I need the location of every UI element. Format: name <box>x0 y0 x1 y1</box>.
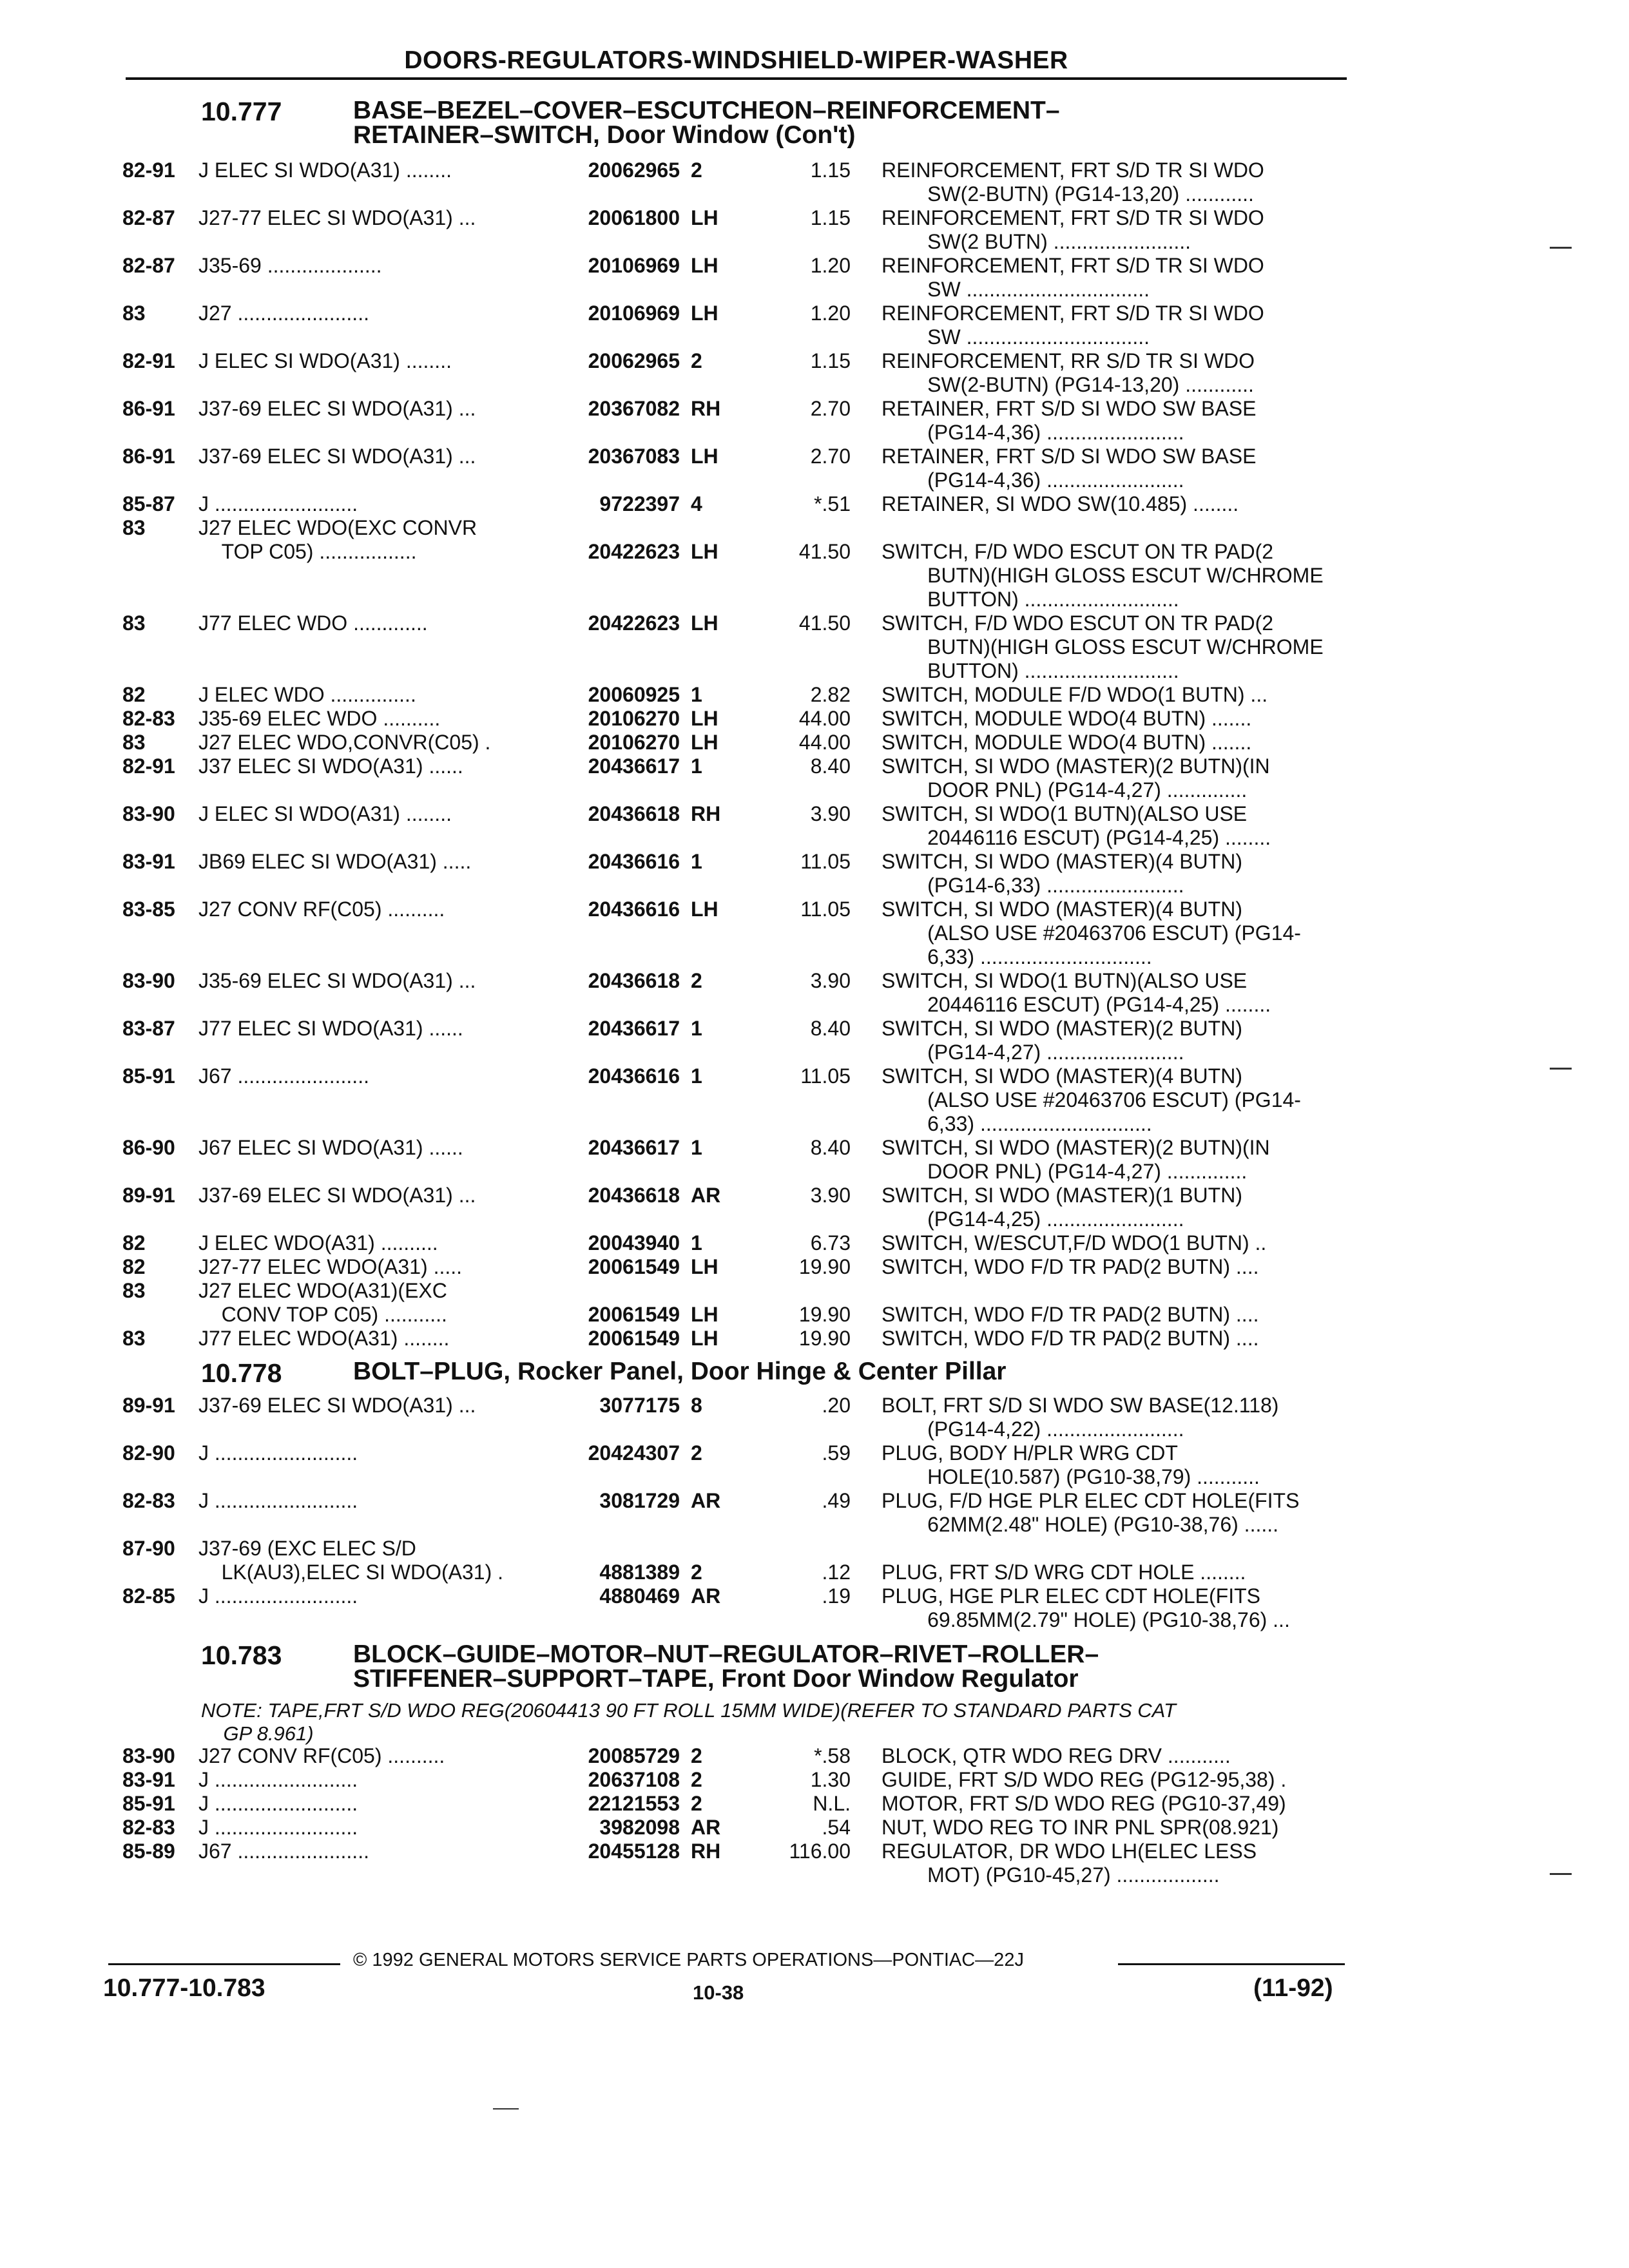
model-application: J ......................... <box>198 492 358 515</box>
model-application: J35-69 ELEC WDO .......... <box>198 707 441 730</box>
part-description: PLUG, BODY H/PLR WRG CDT HOLE(10.587) (PG10-38,79) ........... <box>882 1441 1260 1488</box>
price: 44.00 <box>798 707 851 730</box>
quantity: 8 <box>691 1394 702 1417</box>
part-description: SWITCH, SI WDO (MASTER)(1 BUTN) (PG14-4,25) ........................ <box>882 1184 1242 1231</box>
model-years: 87-90 <box>122 1537 175 1560</box>
price: 8.40 <box>810 754 851 778</box>
model-years: 83 <box>122 731 146 754</box>
part-number: 20061549 <box>588 1327 680 1350</box>
part-description: SWITCH, SI WDO (MASTER)(2 BUTN)(IN DOOR PNL) (PG14-4,27) .............. <box>882 754 1270 802</box>
quantity: RH <box>691 1840 721 1863</box>
model-years: 86-91 <box>122 445 175 468</box>
model-years: 82-90 <box>122 1441 175 1465</box>
model-application: J77 ELEC WDO(A31) ........ <box>198 1327 450 1350</box>
model-application: J77 ELEC SI WDO(A31) ...... <box>198 1017 463 1040</box>
quantity: 1 <box>691 1017 702 1040</box>
part-number: 20085729 <box>588 1744 680 1767</box>
part-number: 20436618 <box>588 1184 680 1207</box>
part-number: 20106270 <box>588 707 680 730</box>
section-title-line: RETAINER–SWITCH, Door Window (Con't) <box>353 121 856 149</box>
model-years: 83 <box>122 1279 146 1302</box>
price: 19.90 <box>798 1255 851 1278</box>
quantity: 2 <box>691 969 702 992</box>
model-years: 83 <box>122 302 146 325</box>
part-number: 20436616 <box>588 898 680 921</box>
model-years: 85-89 <box>122 1840 175 1863</box>
part-number: 20436617 <box>588 1136 680 1159</box>
part-number: 22121553 <box>588 1792 680 1815</box>
part-description: SWITCH, MODULE WDO(4 BUTN) ....... <box>882 731 1252 754</box>
model-application: J ......................... <box>198 1768 358 1791</box>
part-description: MOTOR, FRT S/D WDO REG (PG10-37,49) <box>882 1792 1286 1815</box>
quantity: LH <box>691 302 718 325</box>
quantity: AR <box>691 1816 721 1839</box>
price: 11.05 <box>800 898 851 921</box>
quantity: AR <box>691 1184 721 1207</box>
model-years: 83 <box>122 516 146 539</box>
part-description: PLUG, HGE PLR ELEC CDT HOLE(FITS 69.85MM(2.79" HOLE) (PG10-38,76) ... <box>882 1584 1290 1631</box>
footer-section-range: 10.777-10.783 <box>103 1974 265 2002</box>
footer-rule-right <box>1118 1963 1345 1965</box>
price: .12 <box>822 1561 851 1584</box>
price: 1.15 <box>810 159 851 182</box>
part-number: 3077175 <box>599 1394 680 1417</box>
model-application: J ......................... <box>198 1584 358 1608</box>
price: .19 <box>822 1584 851 1608</box>
model-application: J27 CONV RF(C05) .......... <box>198 898 445 921</box>
part-number: 20436618 <box>588 969 680 992</box>
model-years: 83-90 <box>122 1744 175 1767</box>
section-title-line: BASE–BEZEL–COVER–ESCUTCHEON–REINFORCEMENT– <box>353 97 1060 124</box>
price: 1.20 <box>810 302 851 325</box>
part-number: 20106969 <box>588 254 680 277</box>
quantity: RH <box>691 397 721 420</box>
margin-tick-mark <box>1550 1873 1572 1875</box>
part-number: 20061549 <box>588 1255 680 1278</box>
part-description: REGULATOR, DR WDO LH(ELEC LESS MOT) (PG10-45,27) .................. <box>882 1840 1257 1887</box>
quantity: LH <box>691 206 718 229</box>
section-title-line: BOLT–PLUG, Rocker Panel, Door Hinge & Center Pillar <box>353 1358 1007 1385</box>
model-application: J ELEC WDO ............... <box>198 683 416 706</box>
price: 44.00 <box>798 731 851 754</box>
part-number: 20424307 <box>588 1441 680 1465</box>
part-description: REINFORCEMENT, FRT S/D TR SI WDO SW(2-BUTN) (PG14-13,20) ............ <box>882 159 1264 206</box>
footer-date: (11-92) <box>1253 1974 1333 2002</box>
margin-tick-mark <box>1550 1068 1572 1070</box>
quantity: LH <box>691 1327 718 1350</box>
model-years: 83-90 <box>122 969 175 992</box>
part-number: 20043940 <box>588 1231 680 1254</box>
model-years: 89-91 <box>122 1394 175 1417</box>
model-application: J ELEC SI WDO(A31) ........ <box>198 159 452 182</box>
model-application: J ......................... <box>198 1489 358 1512</box>
model-years: 82-85 <box>122 1584 175 1608</box>
part-number: 3081729 <box>599 1489 680 1512</box>
section-number: 10.778 <box>201 1358 282 1388</box>
part-description: SWITCH, SI WDO (MASTER)(4 BUTN) (ALSO USE #20463706 ESCUT) (PG14- 6,33) .............................. <box>882 1064 1301 1135</box>
part-number: 20436617 <box>588 1017 680 1040</box>
part-number: 20061800 <box>588 206 680 229</box>
model-years: 83-90 <box>122 802 175 825</box>
model-years: 83-91 <box>122 1768 175 1791</box>
quantity: 2 <box>691 1744 702 1767</box>
quantity: AR <box>691 1489 721 1512</box>
quantity: 2 <box>691 1561 702 1584</box>
price: 116.00 <box>789 1840 851 1863</box>
footer-page-number: 10-38 <box>693 1981 744 2004</box>
part-description: SWITCH, F/D WDO ESCUT ON TR PAD(2 BUTN)(HIGH GLOSS ESCUT W/CHROME BUTTON) ........................... <box>882 540 1324 611</box>
price: .54 <box>822 1816 851 1839</box>
quantity: 2 <box>691 159 702 182</box>
model-application: J37-69 ELEC SI WDO(A31) ... <box>198 445 476 468</box>
model-application: J ......................... <box>198 1441 358 1465</box>
part-description: NUT, WDO REG TO INR PNL SPR(08.921) <box>882 1816 1279 1839</box>
model-application: J27 ELEC WDO,CONVR(C05) . <box>198 731 491 754</box>
model-years: 82-91 <box>122 349 175 372</box>
price: 11.05 <box>800 1064 851 1088</box>
section-title <box>353 1360 1007 1384</box>
model-application: J ......................... <box>198 1816 358 1839</box>
section-title-line: BLOCK–GUIDE–MOTOR–NUT–REGULATOR–RIVET–ROLLER– <box>353 1640 1099 1668</box>
quantity: LH <box>691 898 718 921</box>
part-description: RETAINER, FRT S/D SI WDO SW BASE (PG14-4,36) ........................ <box>882 397 1257 444</box>
model-years: 82-83 <box>122 1489 175 1512</box>
model-years: 83-91 <box>122 850 175 873</box>
model-application: J35-69 .................... <box>198 254 382 277</box>
model-years: 82 <box>122 683 146 706</box>
model-years: 83 <box>122 611 146 635</box>
margin-tick-mark <box>493 2108 519 2109</box>
model-application: J67 ....................... <box>198 1064 369 1088</box>
part-description: REINFORCEMENT, FRT S/D TR SI WDO SW(2 BUTN) ........................ <box>882 206 1264 253</box>
quantity: AR <box>691 1584 721 1608</box>
quantity: 1 <box>691 850 702 873</box>
part-description: REINFORCEMENT, RR S/D TR SI WDO SW(2-BUTN) (PG14-13,20) ............ <box>882 349 1255 396</box>
model-years: 82-91 <box>122 754 175 778</box>
part-number: 9722397 <box>599 492 680 515</box>
part-description: REINFORCEMENT, FRT S/D TR SI WDO SW ................................ <box>882 254 1264 301</box>
model-years: 86-90 <box>122 1136 175 1159</box>
section-title <box>353 99 1060 148</box>
price: 11.05 <box>800 850 851 873</box>
part-number: 3982098 <box>599 1816 680 1839</box>
quantity: LH <box>691 731 718 754</box>
price: 3.90 <box>810 1184 851 1207</box>
model-application: J67 ELEC SI WDO(A31) ...... <box>198 1136 463 1159</box>
part-description: PLUG, F/D HGE PLR ELEC CDT HOLE(FITS 62MM(2.48" HOLE) (PG10-38,76) ...... <box>882 1489 1300 1536</box>
model-application: J37-69 ELEC SI WDO(A31) ... <box>198 397 476 420</box>
part-number: 4880469 <box>599 1584 680 1608</box>
model-years: 82-83 <box>122 1816 175 1839</box>
quantity: LH <box>691 445 718 468</box>
price: 2.70 <box>810 445 851 468</box>
quantity: 1 <box>691 1064 702 1088</box>
part-description: SWITCH, W/ESCUT,F/D WDO(1 BUTN) .. <box>882 1231 1267 1254</box>
model-application: J37-69 (EXC ELEC S/D LK(AU3),ELEC SI WDO(A31) . <box>198 1537 503 1584</box>
model-application: J35-69 ELEC SI WDO(A31) ... <box>198 969 476 992</box>
model-application: J ......................... <box>198 1792 358 1815</box>
model-years: 86-91 <box>122 397 175 420</box>
part-description: SWITCH, MODULE F/D WDO(1 BUTN) ... <box>882 683 1268 706</box>
model-application: J37 ELEC SI WDO(A31) ...... <box>198 754 463 778</box>
price: .20 <box>822 1394 851 1417</box>
part-description: RETAINER, SI WDO SW(10.485) ........ <box>882 492 1239 515</box>
part-number: 20422623 <box>588 540 680 563</box>
quantity: LH <box>691 254 718 277</box>
model-application: J27 ELEC WDO(A31)(EXC CONV TOP C05) ........... <box>198 1279 447 1326</box>
price: 6.73 <box>810 1231 851 1254</box>
part-description: PLUG, FRT S/D WRG CDT HOLE ........ <box>882 1561 1246 1584</box>
quantity: LH <box>691 1303 718 1326</box>
footer-rule-left <box>108 1963 340 1965</box>
part-number: 20637108 <box>588 1768 680 1791</box>
price: 1.20 <box>810 254 851 277</box>
quantity: LH <box>691 540 718 563</box>
part-number: 20436617 <box>588 754 680 778</box>
model-years: 82 <box>122 1255 146 1278</box>
part-number: 20436618 <box>588 802 680 825</box>
quantity: LH <box>691 1255 718 1278</box>
part-number: 20060925 <box>588 683 680 706</box>
quantity: LH <box>691 707 718 730</box>
part-description: SWITCH, SI WDO(1 BUTN)(ALSO USE 20446116 ESCUT) (PG14-4,25) ........ <box>882 969 1271 1016</box>
part-number: 20106969 <box>588 302 680 325</box>
price: 8.40 <box>810 1136 851 1159</box>
quantity: 1 <box>691 1231 702 1254</box>
part-description: SWITCH, F/D WDO ESCUT ON TR PAD(2 BUTN)(HIGH GLOSS ESCUT W/CHROME BUTTON) ........................... <box>882 611 1324 682</box>
price: N.L. <box>813 1792 851 1815</box>
part-number: 20455128 <box>588 1840 680 1863</box>
section-note: NOTE: TAPE,FRT S/D WDO REG(20604413 90 FT ROLL 15MM WIDE)(REFER TO STANDARD PARTS CAT GP 8.961) <box>201 1699 1176 1745</box>
model-years: 82-91 <box>122 159 175 182</box>
part-number: 20436616 <box>588 1064 680 1088</box>
quantity: LH <box>691 611 718 635</box>
price: 41.50 <box>798 611 851 635</box>
part-number: 20436616 <box>588 850 680 873</box>
part-description: GUIDE, FRT S/D WDO REG (PG12-95,38) . <box>882 1768 1287 1791</box>
part-description: SWITCH, SI WDO (MASTER)(2 BUTN) (PG14-4,27) ........................ <box>882 1017 1242 1064</box>
model-application: JB69 ELEC SI WDO(A31) ..... <box>198 850 472 873</box>
part-number: 20422623 <box>588 611 680 635</box>
quantity: 1 <box>691 754 702 778</box>
model-application: J37-69 ELEC SI WDO(A31) ... <box>198 1184 476 1207</box>
part-description: SWITCH, WDO F/D TR PAD(2 BUTN) .... <box>882 1303 1259 1326</box>
part-description: SWITCH, SI WDO (MASTER)(2 BUTN)(IN DOOR PNL) (PG14-4,27) .............. <box>882 1136 1270 1183</box>
price: 1.15 <box>810 206 851 229</box>
quantity: 4 <box>691 492 702 515</box>
price: 3.90 <box>810 802 851 825</box>
price: 19.90 <box>798 1327 851 1350</box>
part-description: BOLT, FRT S/D SI WDO SW BASE(12.118) (PG14-4,22) ........................ <box>882 1394 1279 1441</box>
part-description: SWITCH, WDO F/D TR PAD(2 BUTN) .... <box>882 1255 1259 1278</box>
model-application: J37-69 ELEC SI WDO(A31) ... <box>198 1394 476 1417</box>
quantity: 1 <box>691 1136 702 1159</box>
part-number: 20367082 <box>588 397 680 420</box>
price: *.58 <box>814 1744 851 1767</box>
price: 1.30 <box>810 1768 851 1791</box>
model-application: J ELEC WDO(A31) .......... <box>198 1231 438 1254</box>
part-number: 20062965 <box>588 159 680 182</box>
price: 19.90 <box>798 1303 851 1326</box>
model-years: 82-87 <box>122 206 175 229</box>
part-description: SWITCH, WDO F/D TR PAD(2 BUTN) .... <box>882 1327 1259 1350</box>
part-description: SWITCH, SI WDO(1 BUTN)(ALSO USE 20446116 ESCUT) (PG14-4,25) ........ <box>882 802 1271 849</box>
section-title-line: STIFFENER–SUPPORT–TAPE, Front Door Window Regulator <box>353 1665 1079 1693</box>
price: 41.50 <box>798 540 851 563</box>
part-number: 20106270 <box>588 731 680 754</box>
model-years: 89-91 <box>122 1184 175 1207</box>
model-application: J27 CONV RF(C05) .......... <box>198 1744 445 1767</box>
section-number: 10.783 <box>201 1640 282 1670</box>
part-number: 20061549 <box>588 1303 680 1326</box>
model-application: J ELEC SI WDO(A31) ........ <box>198 802 452 825</box>
model-years: 83-87 <box>122 1017 175 1040</box>
price: 3.90 <box>810 969 851 992</box>
model-years: 83 <box>122 1327 146 1350</box>
quantity: 2 <box>691 1441 702 1465</box>
part-number: 20062965 <box>588 349 680 372</box>
header-rule <box>126 77 1347 80</box>
model-years: 83-85 <box>122 898 175 921</box>
model-application: J27 ELEC WDO(EXC CONVR TOP C05) ................. <box>198 516 477 563</box>
margin-tick-mark <box>1550 247 1572 249</box>
footer-copyright: © 1992 GENERAL MOTORS SERVICE PARTS OPERATIONS—PONTIAC—22J <box>353 1950 1024 1970</box>
model-application: J27-77 ELEC WDO(A31) ..... <box>198 1255 463 1278</box>
model-application: J27-77 ELEC SI WDO(A31) ... <box>198 206 476 229</box>
quantity: 2 <box>691 1792 702 1815</box>
price: 2.70 <box>810 397 851 420</box>
model-application: J77 ELEC WDO ............. <box>198 611 428 635</box>
part-description: SWITCH, MODULE WDO(4 BUTN) ....... <box>882 707 1252 730</box>
part-number: 20367083 <box>588 445 680 468</box>
section-title <box>353 1642 1099 1691</box>
quantity: 1 <box>691 683 702 706</box>
model-years: 85-87 <box>122 492 175 515</box>
price: *.51 <box>814 492 851 515</box>
model-years: 82 <box>122 1231 146 1254</box>
model-years: 85-91 <box>122 1064 175 1088</box>
part-number: 4881389 <box>599 1561 680 1584</box>
quantity: 2 <box>691 1768 702 1791</box>
model-application: J27 ....................... <box>198 302 369 325</box>
part-description: REINFORCEMENT, FRT S/D TR SI WDO SW ................................ <box>882 302 1264 349</box>
part-description: SWITCH, SI WDO (MASTER)(4 BUTN) (ALSO USE #20463706 ESCUT) (PG14- 6,33) .............................. <box>882 898 1301 968</box>
page-header-title: DOORS-REGULATORS-WINDSHIELD-WIPER-WASHER <box>404 46 1068 74</box>
price: .49 <box>822 1489 851 1512</box>
price: .59 <box>822 1441 851 1465</box>
price: 2.82 <box>810 683 851 706</box>
section-number: 10.777 <box>201 97 282 126</box>
part-description: BLOCK, QTR WDO REG DRV ........... <box>882 1744 1231 1767</box>
model-years: 82-83 <box>122 707 175 730</box>
price: 8.40 <box>810 1017 851 1040</box>
price: 1.15 <box>810 349 851 372</box>
quantity: RH <box>691 802 721 825</box>
quantity: 2 <box>691 349 702 372</box>
model-years: 82-87 <box>122 254 175 277</box>
part-description: RETAINER, FRT S/D SI WDO SW BASE (PG14-4,36) ........................ <box>882 445 1257 492</box>
model-application: J67 ....................... <box>198 1840 369 1863</box>
model-application: J ELEC SI WDO(A31) ........ <box>198 349 452 372</box>
part-description: SWITCH, SI WDO (MASTER)(4 BUTN) (PG14-6,33) ........................ <box>882 850 1242 897</box>
model-years: 85-91 <box>122 1792 175 1815</box>
